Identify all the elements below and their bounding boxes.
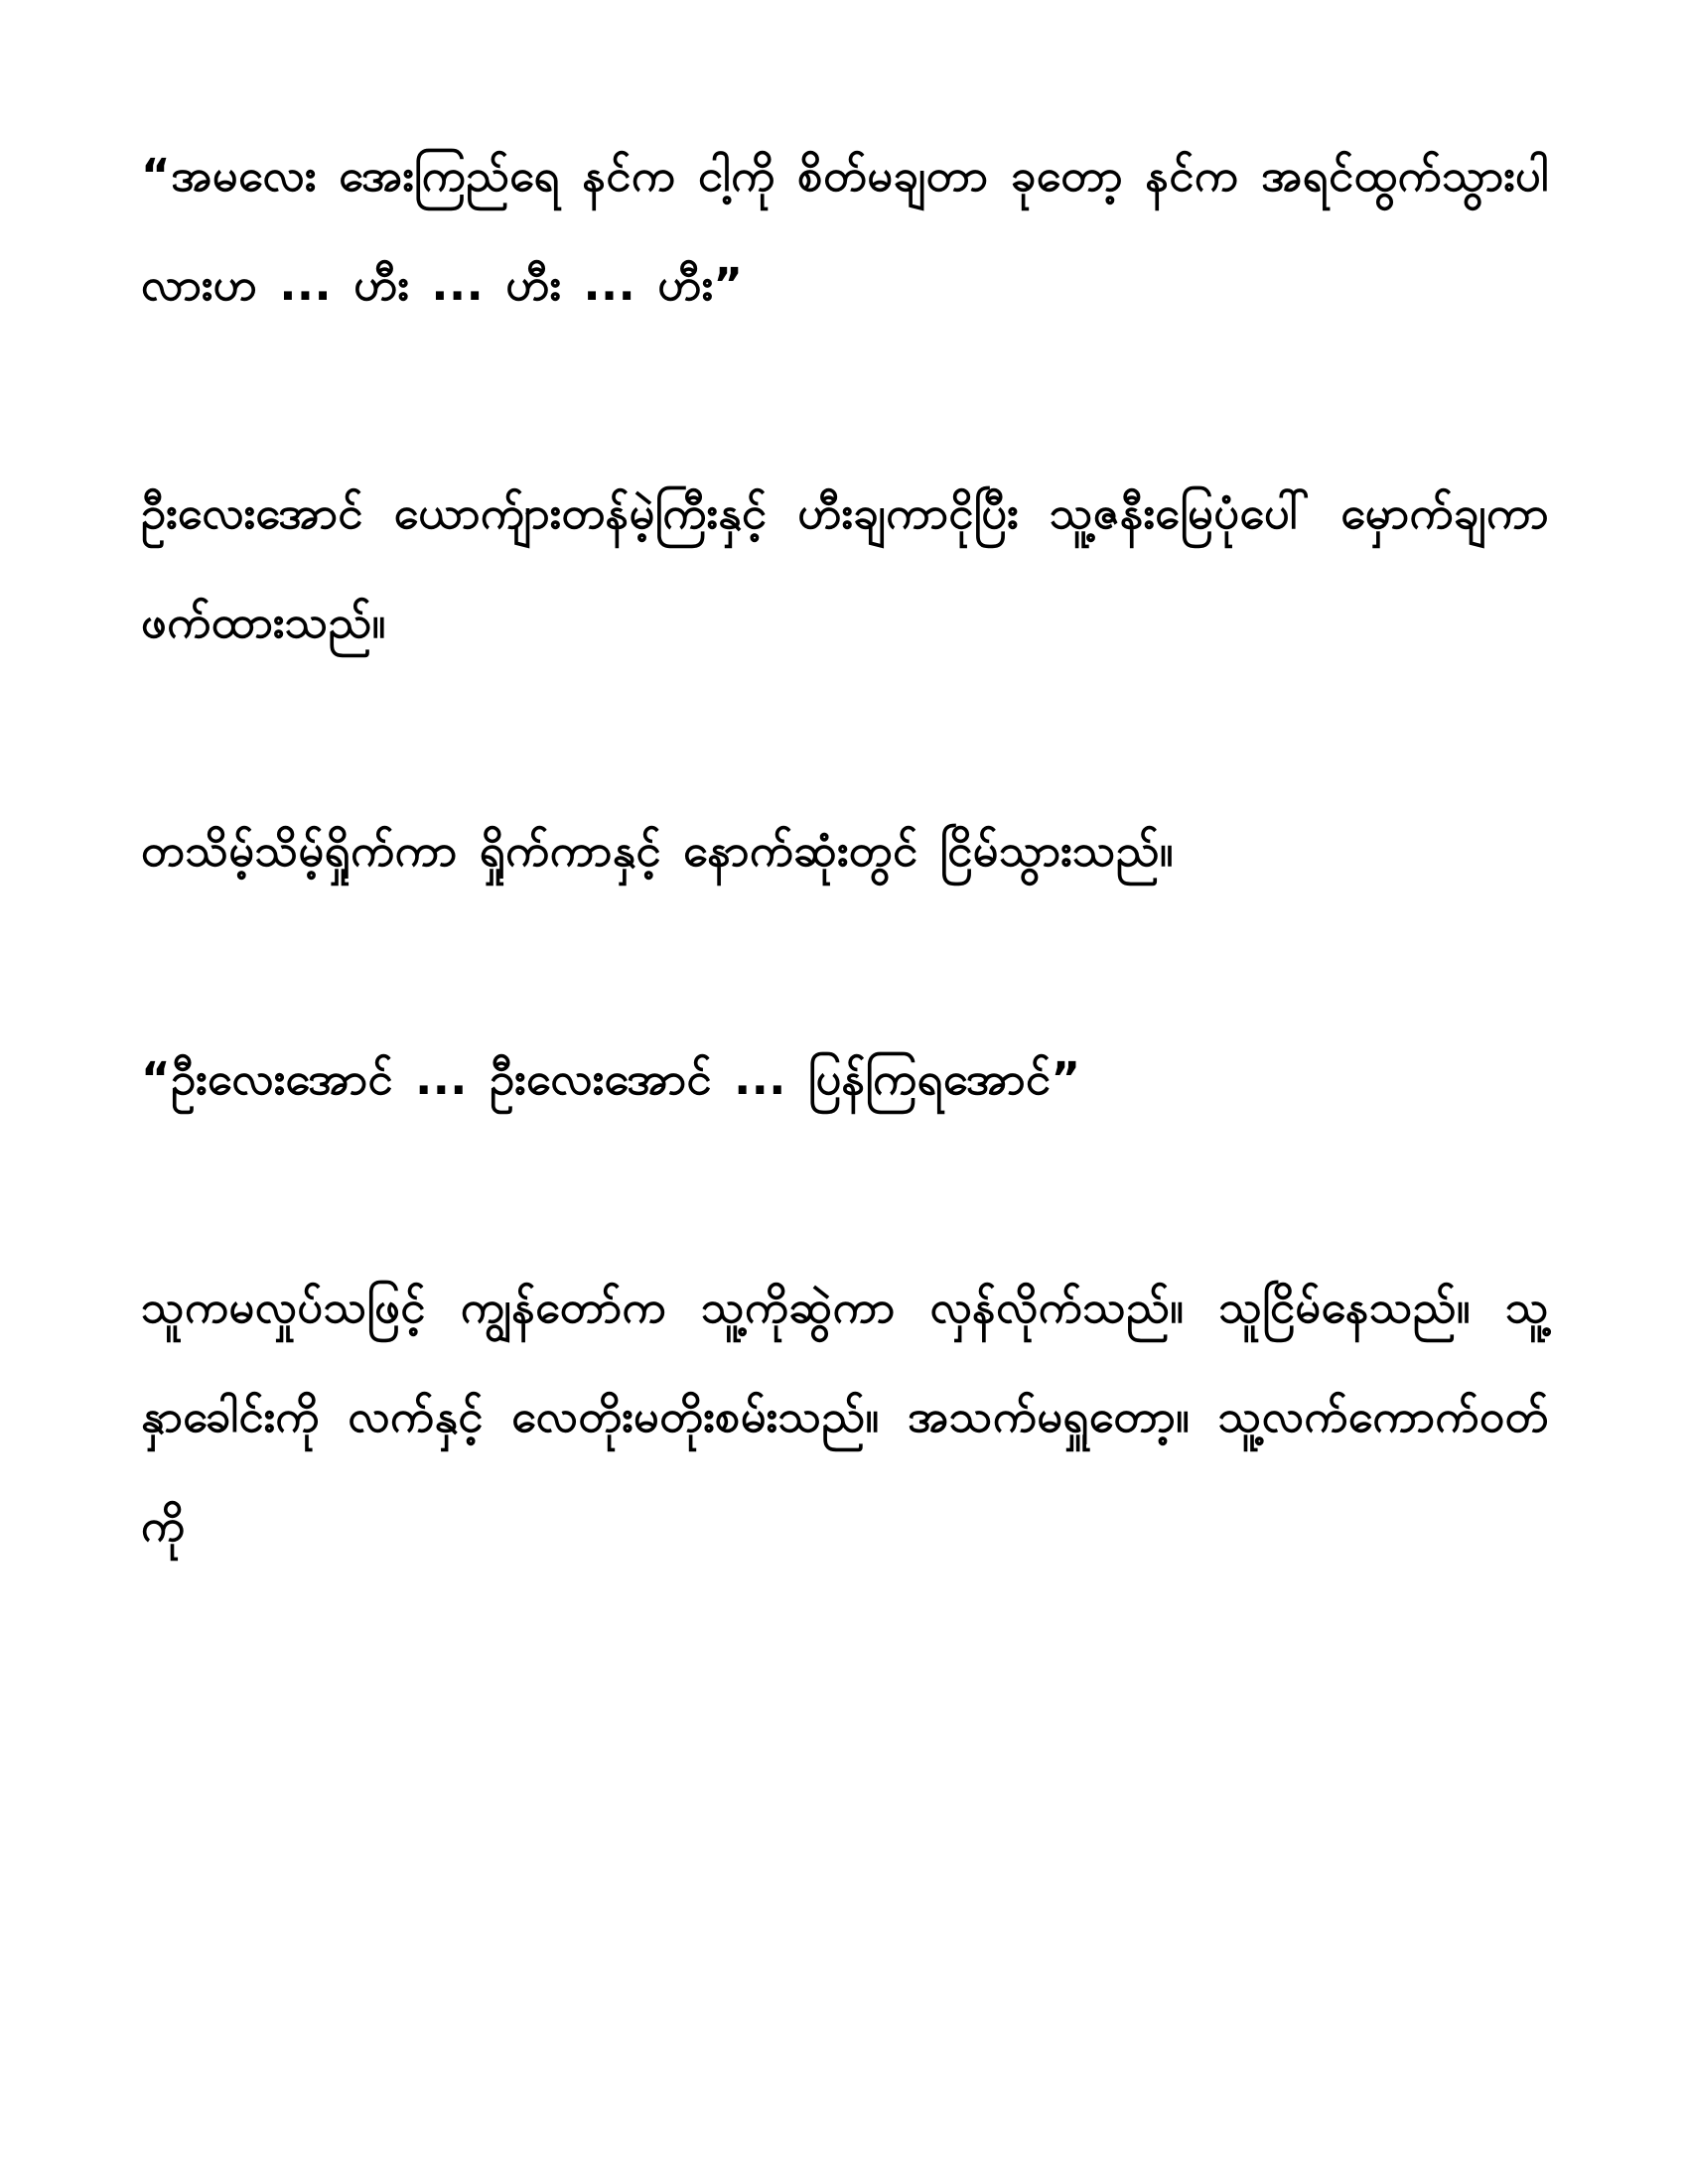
- paragraph-narration-3: သူကမလှုပ်သဖြင့် ကျွန်တော်က သူ့ကိုဆွဲကာ လှန်လိုက်သည်။ သူငြိမ်နေသည်။ သူ့နှာခေါင်းကို လက်နှင့် လေတိုးမတိုးစမ်းသည်။ အသက်မရှူတော့။ သူ့လက်ကောက်ဝတ်ကို: [141, 1281, 1549, 1552]
- paragraph-narration-1: ဦးလေးအောင် ယောက်ျားတန်မဲ့ကြီးနှင့် ဟီးချကာငိုပြီး သူ့ဇနီးမြေပုံပေါ် မှောက်ချကာ ဖက်ထားသည်။: [141, 486, 1549, 648]
- paragraph-dialogue-2: “ဦးလေးအောင် ... ဦးလေးအောင် ... ပြန်ကြရအောင်”: [141, 1052, 1081, 1105]
- paragraph-dialogue-1: “အမလေး အေးကြည်ရေ နင်က ငါ့ကို စိတ်မချတာ ခုတော့ နင်က အရင်ထွက်သွားပါလားဟ ... ဟီး ... ဟီး ... ဟီး”: [141, 149, 1549, 311]
- paragraph-narration-2: တသိမ့်သိမ့်ရှိုက်ကာ ရှိုက်ကာနှင့် နောက်ဆုံးတွင် ငြိမ်သွားသည်။: [141, 824, 1175, 877]
